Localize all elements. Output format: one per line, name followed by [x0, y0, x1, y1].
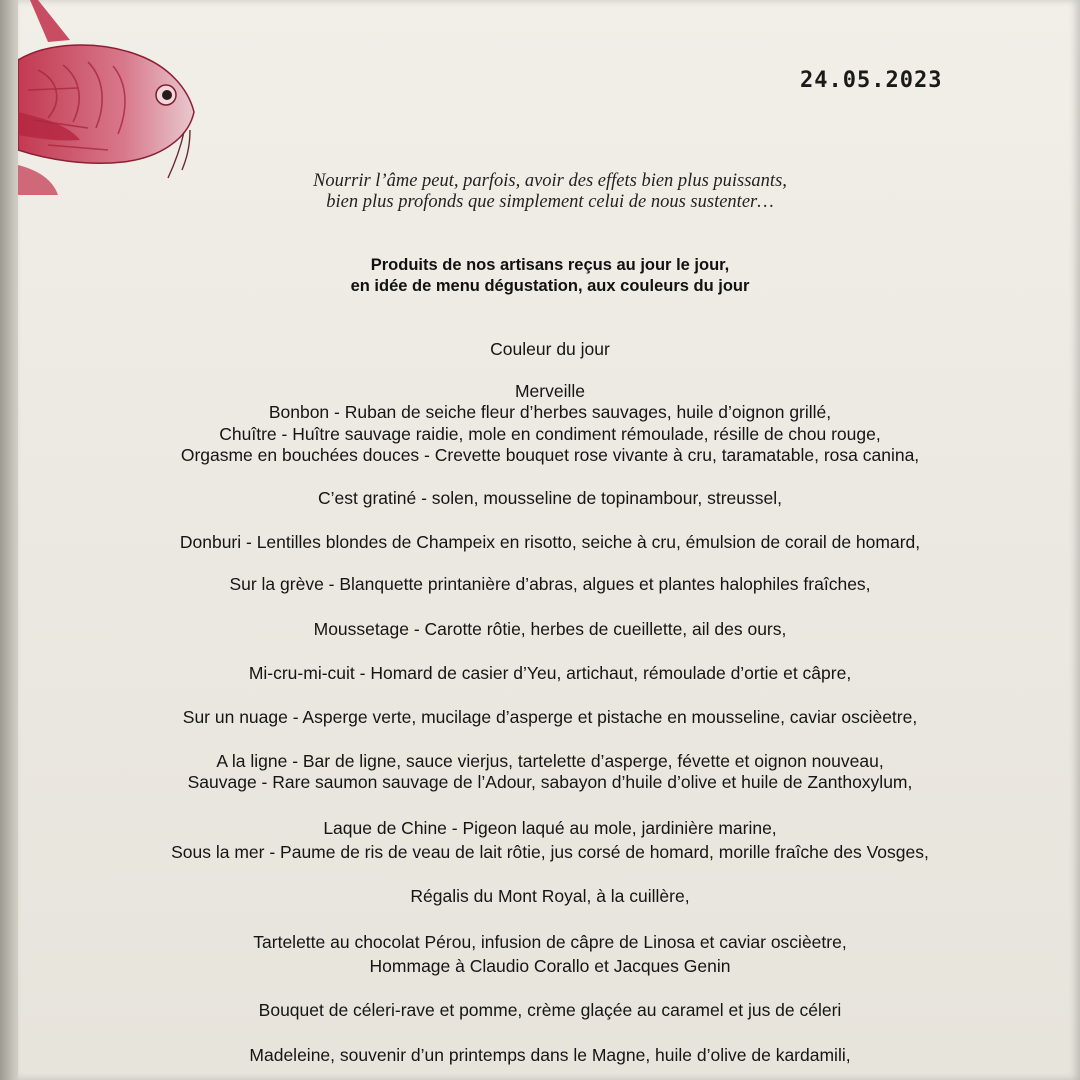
- menu-course: Bonbon - Ruban de seiche fleur d’herbes sauvages, huile d’oignon grillé,: [268, 402, 832, 422]
- menu-course: C’est gratiné - solen, mousseline de topinambour, streussel,: [318, 488, 782, 508]
- menu-course: Tartelette au chocolat Pérou, infusion de câpre de Linosa et caviar oscièetre,: [253, 932, 847, 952]
- red-mullet-illustration: [18, 0, 203, 200]
- menu-course: Chuître - Huître sauvage raidie, mole en condiment rémoulade, résille de chou rouge,: [219, 424, 881, 444]
- quote-line-1: Nourrir l’âme peut, parfois, avoir des effets bien plus puissants,: [313, 171, 787, 191]
- menu-course: Sur un nuage - Asperge verte, mucilage d’asperge et pistache en mousseline, caviar oscièetre,: [182, 707, 918, 727]
- menu-course: Hommage à Claudio Corallo et Jacques Genin: [369, 956, 731, 976]
- menu-course-heading: Merveille: [514, 381, 586, 401]
- menu-course: A la ligne - Bar de ligne, sauce vierjus, tartelette d’asperge, févette et oignon nouveau,: [216, 751, 884, 771]
- intro-line-2: en idée de menu dégustation, aux couleurs du jour: [350, 277, 750, 295]
- intro-line-1: Produits de nos artisans reçus au jour le jour,: [370, 256, 730, 274]
- menu-course: Moussetage - Carotte rôtie, herbes de cueillette, ail des ours,: [313, 619, 787, 639]
- menu-course: Mi-cru-mi-cuit - Homard de casier d’Yeu, artichaut, rémoulade d’ortie et câpre,: [248, 663, 852, 683]
- menu-course: Sauvage - Rare saumon sauvage de l’Adour, sabayon d’huile d’olive et huile de Zanthoxylum,: [187, 772, 913, 792]
- quote-line-2: bien plus profonds que simplement celui de nous sustenter…: [326, 192, 774, 212]
- menu-course-heading: Couleur du jour: [490, 339, 610, 359]
- menu-course: Laque de Chine - Pigeon laqué au mole, jardinière marine,: [323, 818, 777, 838]
- menu-course: Orgasme en bouchées douces - Crevette bouquet rose vivante à cru, taramatable, rosa canina,: [180, 445, 920, 465]
- menu-course: Donburi - Lentilles blondes de Champeix en risotto, seiche à cru, émulsion de corail de homard,: [179, 532, 921, 552]
- menu-course: Régalis du Mont Royal, à la cuillère,: [410, 886, 690, 906]
- menu-course: Sous la mer - Paume de ris de veau de lait rôtie, jus corsé de homard, morille fraîche des Vosges,: [171, 842, 929, 862]
- menu-date: 24.05.2023: [800, 68, 943, 93]
- menu-course: Madeleine, souvenir d’un printemps dans le Magne, huile d’olive de kardamili,: [249, 1045, 851, 1065]
- menu-course: Bouquet de céleri-rave et pomme, crème glaçée au caramel et jus de céleri: [258, 1000, 842, 1020]
- menu-course: Sur la grève - Blanquette printanière d’abras, algues et plantes halophiles fraîches,: [229, 574, 871, 594]
